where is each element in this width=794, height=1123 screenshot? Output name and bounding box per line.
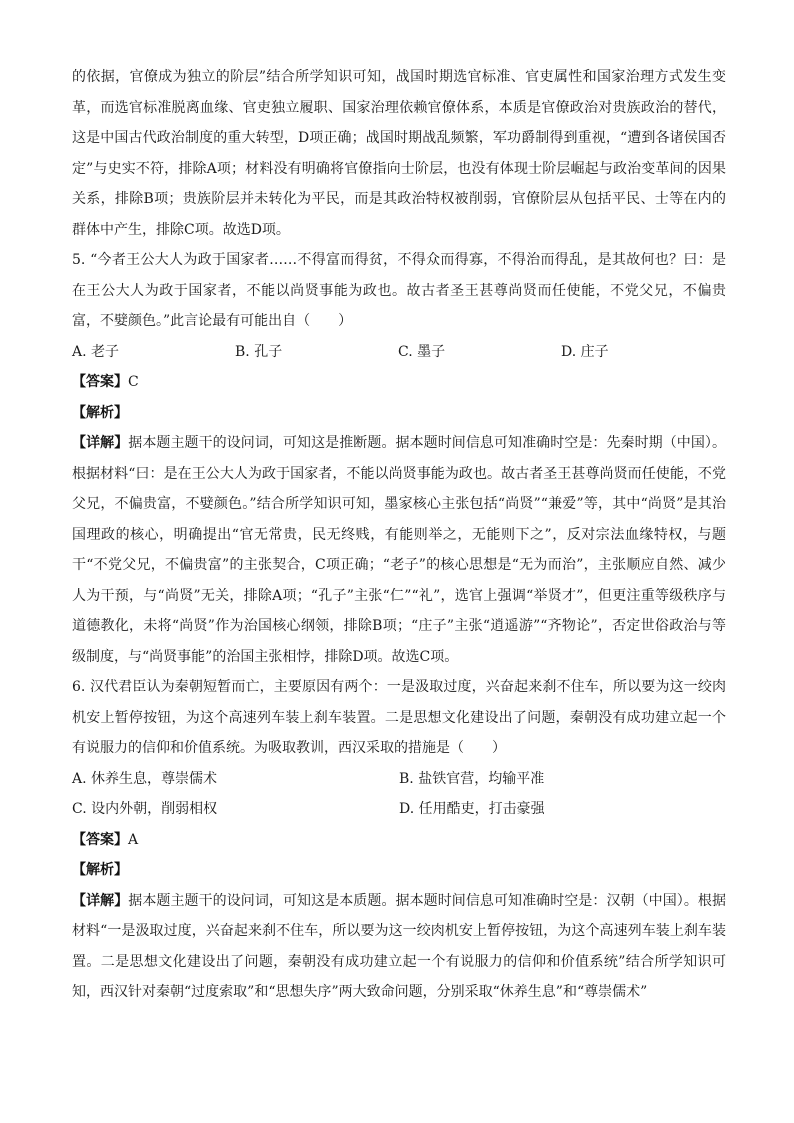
q6-answer-tag: 【答案】 — [72, 831, 128, 848]
q6-option-c: C. 设内外朝，削弱相权 — [72, 801, 218, 817]
q6-answer-line — [72, 825, 726, 856]
document-page — [72, 62, 726, 1008]
q5-detail-text: 据本题主题干的设问词，可知这是推断题。据本题时间信息可知准确时空是：先秦时期（中国）。根据材料“曰：是在王公大人为政于国家者，不能以尚贤事能为政也。故古者圣王甚尊尚贤而任使能，不党父兄，不偏贵富，不嬖颜色。”结合所学知识可知，墨家核心主张包括“尚贤”“兼爱”等，其中“尚贤”是其治国理政的核心，明确提出“官无常贵，民无终贱，有能则举之，无能则下之”，反对宗法血缘特权，与题干“不党父兄，不偏贵富”的主张契合，C项正确；“老子”的核心思想是“无为而治”，主张顺应自然、减少人为干预，与“尚贤”无关，排除A项；“孔子”主张“仁”“礼”，选官上强调“举贤才”，但更注重等级秩序与道德教化，未将“尚贤”作为治国核心纲领，排除B项；“庄子”主张“逍遥游”“齐物论”，否定世俗政治与等级制度，与“尚贤事能”的治国主张相悖，排除D项。故选C项。 — [72, 435, 727, 665]
q5-analysis-line — [72, 398, 726, 429]
q5-option-b: B. 孔子 — [235, 343, 283, 360]
q6-detail — [72, 886, 726, 1008]
q4-analysis-tail: 的依据，官僚成为独立的阶层”结合所学知识可知，战国时期选官标准、官吏属性和国家治理方式发生变革，而选官标准脱离血缘、官吏独立履职、国家治理依赖官僚体系，本质是官僚政治对贵族政治的替代，这是中国古代政治制度的重大转型，D项正确；战国时期战乱频繁，军功爵制得到重视，“遭到各诸侯国否定”与史实不符，排除A项；材料没有明确将官僚指向士阶层，也没有体现士阶层崛起与政治变革间的因果关系，排除B项；贵族阶层并未转化为平民，而是其政治特权被削弱，官僚阶层从包括平民、士等在内的群体中产生，排除C项。故选D项。 — [72, 69, 726, 238]
q6-analysis-line — [72, 855, 726, 886]
q6-analysis-tag: 【解析】 — [72, 862, 128, 878]
q6-detail-text: 据本题主题干的设问词，可知这是本质题。据本题时间信息可知准确时空是：汉朝（中国）。根据材料“一是汲取过度，兴奋起来刹不住车，所以要为这一绞肉机安上暂停按钮，为这个高速列车装上刹车装置。二是思想文化建设出了问题，秦朝没有成功建立起一个有说服力的信仰和价值系统”结合所学知识可知，西汉针对秦朝“过度索取”和“思想失序”两大致命问题，分别采取“休养生息”和“尊崇儒术” — [72, 892, 727, 1000]
q6-stem: 6. 汉代君臣认为秦朝短暂而亡，主要原因有两个：一是汲取过度，兴奋起来刹不住车，所以要为这一绞肉机安上暂停按钮，为这个高速列车装上刹车装置。二是思想文化建设出了问题，秦朝没有成功建立起一个有说服力的信仰和价值系统。为吸取教训，西汉采取的措施是（ ） — [72, 679, 726, 756]
q5-detail-tag: 【详解】 — [72, 435, 129, 451]
q5-stem: 5. “今者王公大人为政于国家者……不得富而得贫，不得众而得寡，不得治而得乱，是其故何也？曰：是在王公大人为政于国家者，不能以尚贤事能为政也。故古者圣王甚尊尚贤而任使能，不党父兄，不偏贵富，不嬖颜色。”此言论最有可能出自（ ） — [72, 252, 726, 329]
q5-options — [72, 337, 726, 368]
q5-detail — [72, 428, 726, 672]
q5-option-d: D. 庄子 — [561, 343, 609, 360]
q5-answer-tag: 【答案】 — [72, 374, 128, 390]
q5-answer-line — [72, 367, 726, 398]
q6-option-d: D. 任用酷吏，打击豪强 — [399, 801, 545, 817]
q6-answer: A — [128, 831, 139, 848]
q5-option-a: A. 老子 — [72, 343, 120, 360]
q6-option-b: B. 盐铁官营，均输平准 — [399, 770, 545, 787]
q5-analysis-tag: 【解析】 — [72, 404, 128, 421]
q5-answer: C — [128, 374, 139, 390]
q5-option-c: C. 墨子 — [398, 343, 446, 360]
q6-options — [72, 764, 726, 825]
q6-option-a: A. 休养生息，尊崇儒术 — [72, 770, 218, 787]
q6-detail-tag: 【详解】 — [72, 892, 129, 909]
